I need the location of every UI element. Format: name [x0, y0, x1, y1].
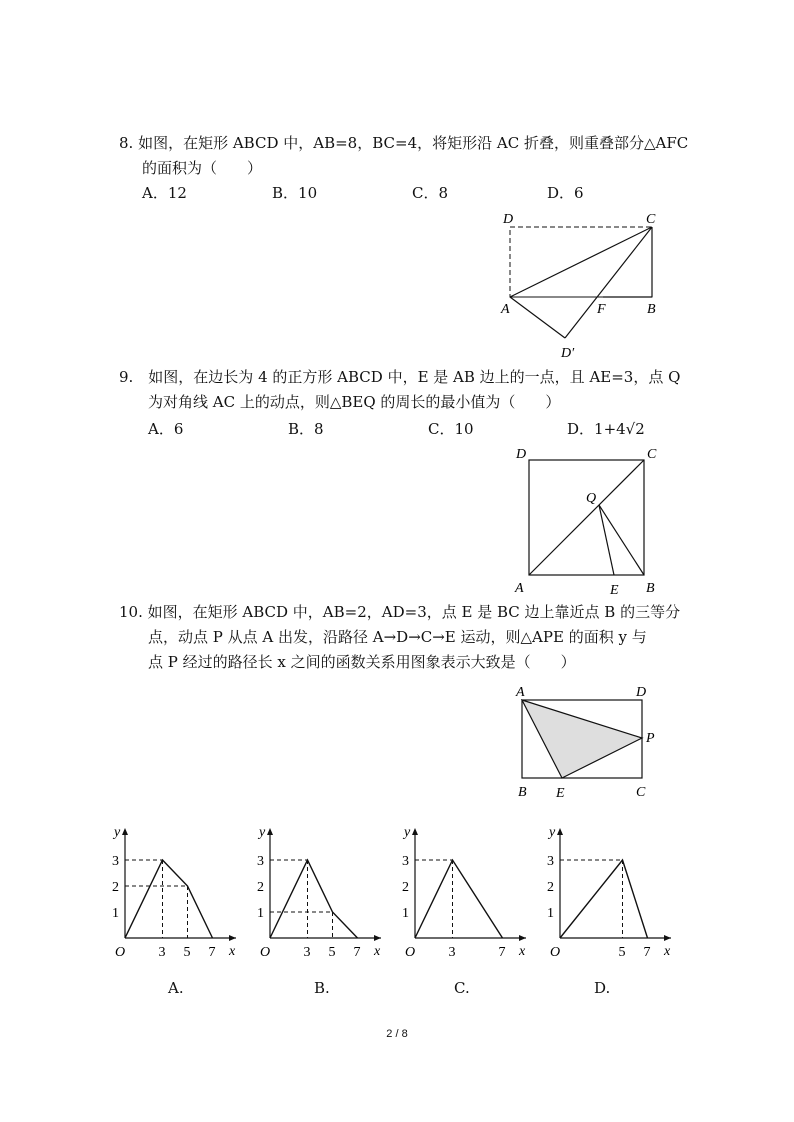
y-axis-arrow — [412, 828, 418, 835]
q8-label-a: A — [501, 302, 510, 317]
y-tick-label: 1 — [257, 906, 264, 921]
origin-label: O — [550, 945, 561, 960]
function-line — [560, 860, 648, 938]
q9-stem-line2: 为对角线 AC 上的动点，则△BEQ 的周长的最小值为（ ） — [148, 393, 561, 411]
y-tick-label: 1 — [112, 906, 119, 921]
q8-figure — [495, 205, 670, 365]
q10-stem-line2: 点，动点 P 从点 A 出发，沿路径 A→D→C→E 运动，则△APE 的面积 y 与 — [148, 628, 647, 646]
q8-option-d: D．6 — [547, 184, 584, 202]
q8-stem-line1: 8. 如图，在矩形 ABCD 中，AB=8，BC=4，将矩形沿 AC 折叠，则重叠部分△AFC — [119, 134, 689, 152]
x-tick-label: 3 — [158, 945, 166, 960]
q10-label-a: A — [516, 685, 525, 700]
y-axis-label: y — [549, 825, 556, 840]
q9-label-c: C — [647, 447, 657, 462]
y-axis-arrow — [267, 828, 273, 835]
x-axis-label: x — [229, 944, 236, 959]
y-tick-label: 3 — [547, 854, 554, 869]
x-axis-label: x — [374, 944, 381, 959]
graph-c — [398, 820, 533, 960]
y-axis-arrow — [122, 828, 128, 835]
q8-label-b: B — [647, 302, 656, 317]
graph-d — [543, 820, 678, 960]
y-tick-label: 3 — [112, 854, 119, 869]
q9-stem-line1: 9. 如图，在边长为 4 的正方形 ABCD 中，E 是 AB 边上的一点，且 AE=3，点 Q — [119, 368, 681, 386]
x-axis-arrow — [664, 935, 671, 941]
q8-label-f: F — [597, 302, 606, 317]
q10-label-e: E — [556, 786, 565, 800]
q9-label-q: Q — [586, 491, 597, 506]
q8-option-b: B．10 — [272, 184, 318, 202]
q8-label-c: C — [646, 212, 656, 227]
x-tick-label: 7 — [643, 945, 651, 960]
x-tick-label: 7 — [208, 945, 216, 960]
x-tick-label: 7 — [498, 945, 506, 960]
graph-label-c: C. — [454, 979, 470, 997]
origin-label: O — [260, 945, 271, 960]
origin-label: O — [115, 945, 126, 960]
x-tick-label: 5 — [183, 945, 191, 960]
q8-diagonal-ac — [510, 227, 652, 297]
q10-triangle-ape — [522, 700, 642, 778]
origin-label: O — [405, 945, 416, 960]
graph-label-a: A. — [168, 979, 184, 997]
y-axis-label: y — [259, 825, 266, 840]
q10-label-b: B — [518, 785, 527, 800]
x-tick-label: 5 — [328, 945, 336, 960]
x-tick-label: 5 — [618, 945, 626, 960]
y-tick-label: 2 — [402, 880, 409, 895]
q10-figure — [505, 680, 665, 800]
q9-figure — [510, 442, 665, 597]
graph-b — [253, 820, 388, 960]
x-axis-arrow — [519, 935, 526, 941]
y-axis-label: y — [404, 825, 411, 840]
y-tick-label: 1 — [547, 906, 554, 921]
function-line — [270, 860, 358, 938]
q8-option-a: A．12 — [142, 184, 187, 202]
q9-option-d: D．1+4√2 — [567, 420, 645, 438]
q9-label-a: A — [515, 581, 524, 596]
function-line — [415, 860, 503, 938]
graph-label-b: B. — [314, 979, 330, 997]
graph-a — [108, 820, 243, 960]
q8-label-d: D — [503, 212, 514, 227]
page-number: 2 / 8 — [386, 1028, 408, 1040]
q9-label-b: B — [646, 581, 655, 596]
q9-label-d: D — [516, 447, 527, 462]
x-axis-label: x — [519, 944, 526, 959]
y-axis-label: y — [114, 825, 121, 840]
q8-label-dp: D′ — [561, 346, 575, 361]
x-axis-arrow — [374, 935, 381, 941]
y-tick-label: 2 — [547, 880, 554, 895]
y-tick-label: 2 — [112, 880, 119, 895]
graph-label-d: D. — [594, 979, 611, 997]
q9-diagonal-ac — [529, 460, 644, 575]
function-line — [125, 860, 213, 938]
q9-option-b: B．8 — [288, 420, 324, 438]
q10-label-d: D — [636, 685, 647, 700]
x-tick-label: 3 — [303, 945, 311, 960]
q9-option-c: C．10 — [428, 420, 474, 438]
q8-option-c: C．8 — [412, 184, 449, 202]
y-axis-arrow — [557, 828, 563, 835]
q10-stem-line1: 10. 如图，在矩形 ABCD 中，AB=2，AD=3，点 E 是 BC 边上靠近点 B 的三等分 — [119, 603, 681, 621]
q8-stem-line2: 的面积为（ ） — [142, 159, 263, 177]
y-tick-label: 3 — [402, 854, 409, 869]
q10-label-p: P — [646, 731, 655, 746]
y-tick-label: 2 — [257, 880, 264, 895]
q9-label-e: E — [610, 583, 619, 597]
q10-label-c: C — [636, 785, 646, 800]
q10-stem-line3: 点 P 经过的路径长 x 之间的函数关系用图象表示大致是（ ） — [148, 653, 576, 671]
q9-option-a: A．6 — [148, 420, 184, 438]
x-axis-arrow — [229, 935, 236, 941]
x-tick-label: 3 — [448, 945, 456, 960]
x-tick-label: 7 — [353, 945, 361, 960]
x-axis-label: x — [664, 944, 671, 959]
y-tick-label: 3 — [257, 854, 264, 869]
y-tick-label: 1 — [402, 906, 409, 921]
